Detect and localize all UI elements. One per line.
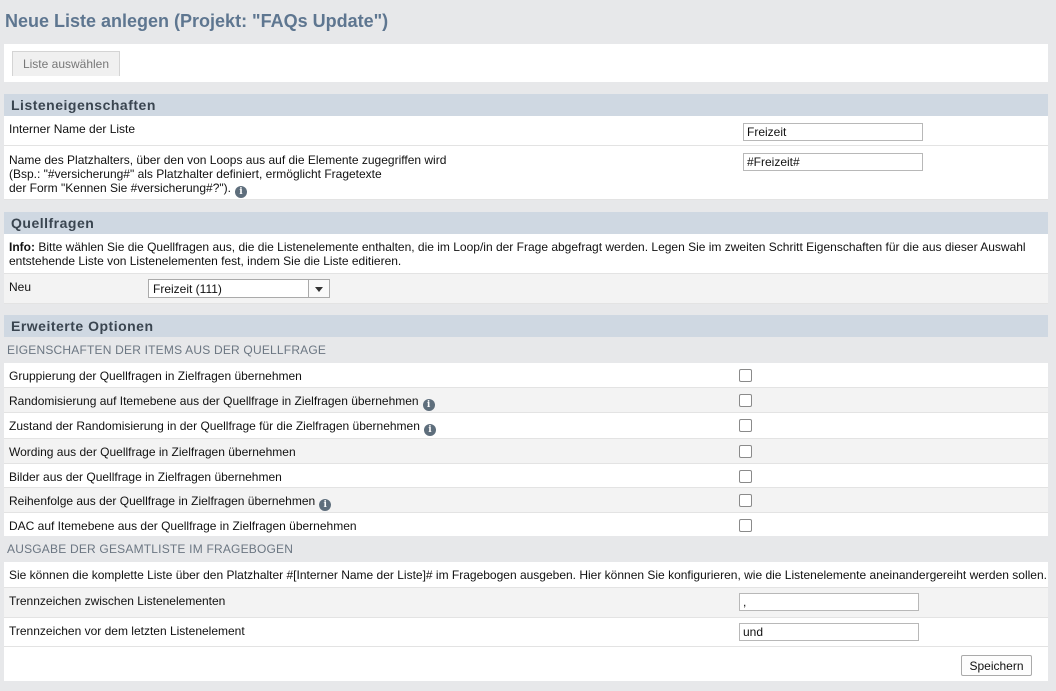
internal-name-row xyxy=(4,116,1048,146)
option-checkbox-wording[interactable] xyxy=(739,445,752,458)
option-checkbox-grouping[interactable] xyxy=(739,369,752,382)
output-info-row xyxy=(4,562,1048,588)
option-label: Bilder aus der Quellfrage in Zielfragen übernehmen xyxy=(9,470,282,484)
last-separator-input[interactable] xyxy=(739,623,919,641)
option-checkbox-images[interactable] xyxy=(739,470,752,483)
option-checkbox-randomization-item[interactable] xyxy=(739,394,752,407)
placeholder-label xyxy=(9,153,446,198)
source-new-row xyxy=(4,274,1048,304)
separator-input[interactable] xyxy=(739,593,919,611)
output-subheader: AUSGABE DER GESAMTLISTE IM FRAGEBOGEN xyxy=(4,536,1048,562)
internal-name-input[interactable] xyxy=(743,123,923,141)
option-label: Wording aus der Quellfrage in Zielfragen übernehmen xyxy=(9,445,296,459)
option-label-wrap xyxy=(9,419,436,436)
separator-label: Trennzeichen zwischen Listenelementen xyxy=(9,594,226,608)
option-checkbox-dac[interactable] xyxy=(739,519,752,532)
option-label: Gruppierung der Quellfragen in Zielfragen übernehmen xyxy=(9,369,302,383)
source-question-select[interactable] xyxy=(148,279,330,298)
placeholder-input[interactable] xyxy=(743,153,923,171)
placeholder-label-line2: (Bsp.: "#versicherung#" als Platzhalter definiert, ermöglicht Fragetexte xyxy=(9,167,382,181)
info-body: Bitte wählen Sie die Quellfragen aus, die die Listenelemente enthalten, die im Loop/in der Frage abgefragt werden. Legen Sie im zweiten Schritt Eigenschaften für die aus dieser Auswahl entstehende Liste von Listenelementen fest, indem Sie die Liste editieren. xyxy=(9,240,1026,268)
new-label: Neu xyxy=(9,280,32,294)
separator-row xyxy=(4,588,1048,618)
info-icon[interactable]: i xyxy=(319,499,331,511)
last-separator-row xyxy=(4,618,1048,647)
option-label-wrap xyxy=(9,494,331,511)
placeholder-label-line1: Name des Platzhalters, über den von Loops aus auf die Elemente zugegriffen wird xyxy=(9,153,447,167)
select-list-tab[interactable]: Liste auswählen xyxy=(12,51,120,76)
placeholder-row xyxy=(4,146,1048,200)
output-info-text: Sie können die komplette Liste über den Platzhalter #[Interner Name der Liste]# im Fragebogen ausgeben. Hier können Sie konfigurieren, wie die Listenelemente aneinandergereiht werden sollen. xyxy=(9,568,1047,582)
last-separator-label: Trennzeichen vor dem letzten Listenelement xyxy=(9,624,245,638)
option-row xyxy=(4,388,1048,413)
info-icon[interactable]: i xyxy=(423,399,435,411)
option-checkbox-order[interactable] xyxy=(739,494,752,507)
option-label: Reihenfolge aus der Quellfrage in Zielfragen übernehmen xyxy=(9,494,316,508)
source-question-selected: Freizeit (111) xyxy=(153,282,222,296)
toolbar xyxy=(4,44,1048,82)
source-info-row xyxy=(4,234,1048,274)
option-row xyxy=(4,439,1048,464)
item-properties-subheader: EIGENSCHAFTEN DER ITEMS AUS DER QUELLFRAGE xyxy=(4,337,1048,363)
source-info-text xyxy=(9,240,1039,268)
option-row xyxy=(4,413,1048,439)
option-label: Randomisierung auf Itemebene aus der Quellfrage in Zielfragen übernehmen xyxy=(9,394,419,408)
section-header-list-properties: Listeneigenschaften xyxy=(4,94,1048,116)
chevron-down-icon[interactable] xyxy=(308,280,329,297)
save-row xyxy=(4,647,1048,681)
option-label: DAC auf Itemebene aus der Quellfrage in Zielfragen übernehmen xyxy=(9,519,357,533)
option-row xyxy=(4,488,1048,513)
option-label: Zustand der Randomisierung in der Quellfrage für die Zielfragen übernehmen xyxy=(9,419,420,433)
info-icon[interactable]: i xyxy=(424,424,436,436)
section-header-source-questions: Quellfragen xyxy=(4,212,1048,234)
option-row xyxy=(4,513,1048,537)
info-icon[interactable]: i xyxy=(235,186,247,198)
option-checkbox-randomization-state[interactable] xyxy=(739,419,752,432)
option-row xyxy=(4,464,1048,488)
section-header-advanced: Erweiterte Optionen xyxy=(4,315,1048,337)
option-label-wrap xyxy=(9,394,435,411)
save-button[interactable]: Speichern xyxy=(961,655,1032,676)
page-title: Neue Liste anlegen (Projekt: "FAQs Update") xyxy=(5,11,389,31)
internal-name-label: Interner Name der Liste xyxy=(9,122,136,136)
placeholder-label-line3-text: der Form "Kennen Sie #versicherung#?"). xyxy=(9,181,231,195)
option-row xyxy=(4,363,1048,388)
info-prefix: Info: xyxy=(9,240,35,254)
placeholder-label-line3 xyxy=(9,181,446,198)
